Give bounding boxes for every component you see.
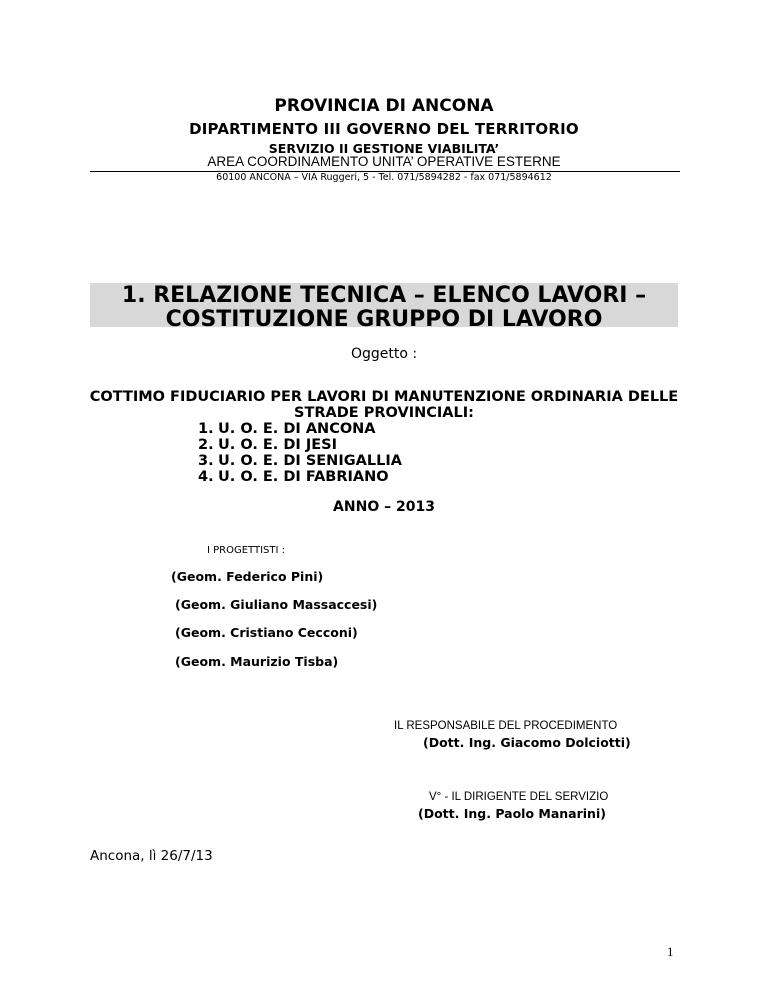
document-title-line-1: 1. RELAZIONE TECNICA – ELENCO LAVORI – [121,283,647,308]
list-item-number: 4. [198,469,214,485]
area-name: AREA COORDINAMENTO UNITA’ OPERATIVE ESTERNE [207,154,561,169]
designers-label: I PROGETTISTI : [207,545,285,556]
designer-name: (Geom. Maurizio Tisba) [175,654,339,669]
service-name: SERVIZIO II GESTIONE VIABILITA’ [268,141,500,156]
list-item-number: 1. [198,421,214,437]
list-item-text: U. O. E. DI SENIGALLIA [218,453,402,469]
year-line: ANNO – 2013 [333,499,435,515]
place-date: Ancona, lì 26/7/13 [90,848,213,864]
designer-name: (Geom. Federico Pini) [171,569,324,584]
page-number: 1 [667,944,674,959]
designer-name: (Geom. Giuliano Massaccesi) [175,597,378,612]
list-item-number: 2. [198,437,214,453]
director-label: V° - IL DIRIGENTE DEL SERVIZIO [429,791,609,803]
list-item-text: U. O. E. DI JESI [218,437,337,453]
subject-label: Oggetto : [350,346,418,362]
list-item-text: U. O. E. DI ANCONA [218,421,376,437]
subject-line-1: COTTIMO FIDUCIARIO PER LAVORI DI MANUTENZIONE ORDINARIA DELLE [89,389,679,405]
department-name: DIPARTIMENTO III GOVERNO DEL TERRITORIO [189,120,579,138]
list-item-text: U. O. E. DI FABRIANO [218,469,389,485]
contact-line: 60100 ANCONA – VIA Ruggeri, 5 - Tel. 071/5894282 - fax 071/5894612 [216,172,552,183]
organization-name: PROVINCIA DI ANCONA [274,96,494,116]
manager-label: IL RESPONSABILE DEL PROCEDIMENTO [394,720,618,732]
director-name: (Dott. Ing. Paolo Manarini) [418,806,606,821]
list-item-number: 3. [198,453,214,469]
subject-line-2: STRADE PROVINCIALI: [294,405,474,421]
manager-name: (Dott. Ing. Giacomo Dolciotti) [423,735,631,750]
designer-name: (Geom. Cristiano Cecconi) [175,625,358,640]
document-title-line-2: COSTITUZIONE GRUPPO DI LAVORO [165,307,603,332]
